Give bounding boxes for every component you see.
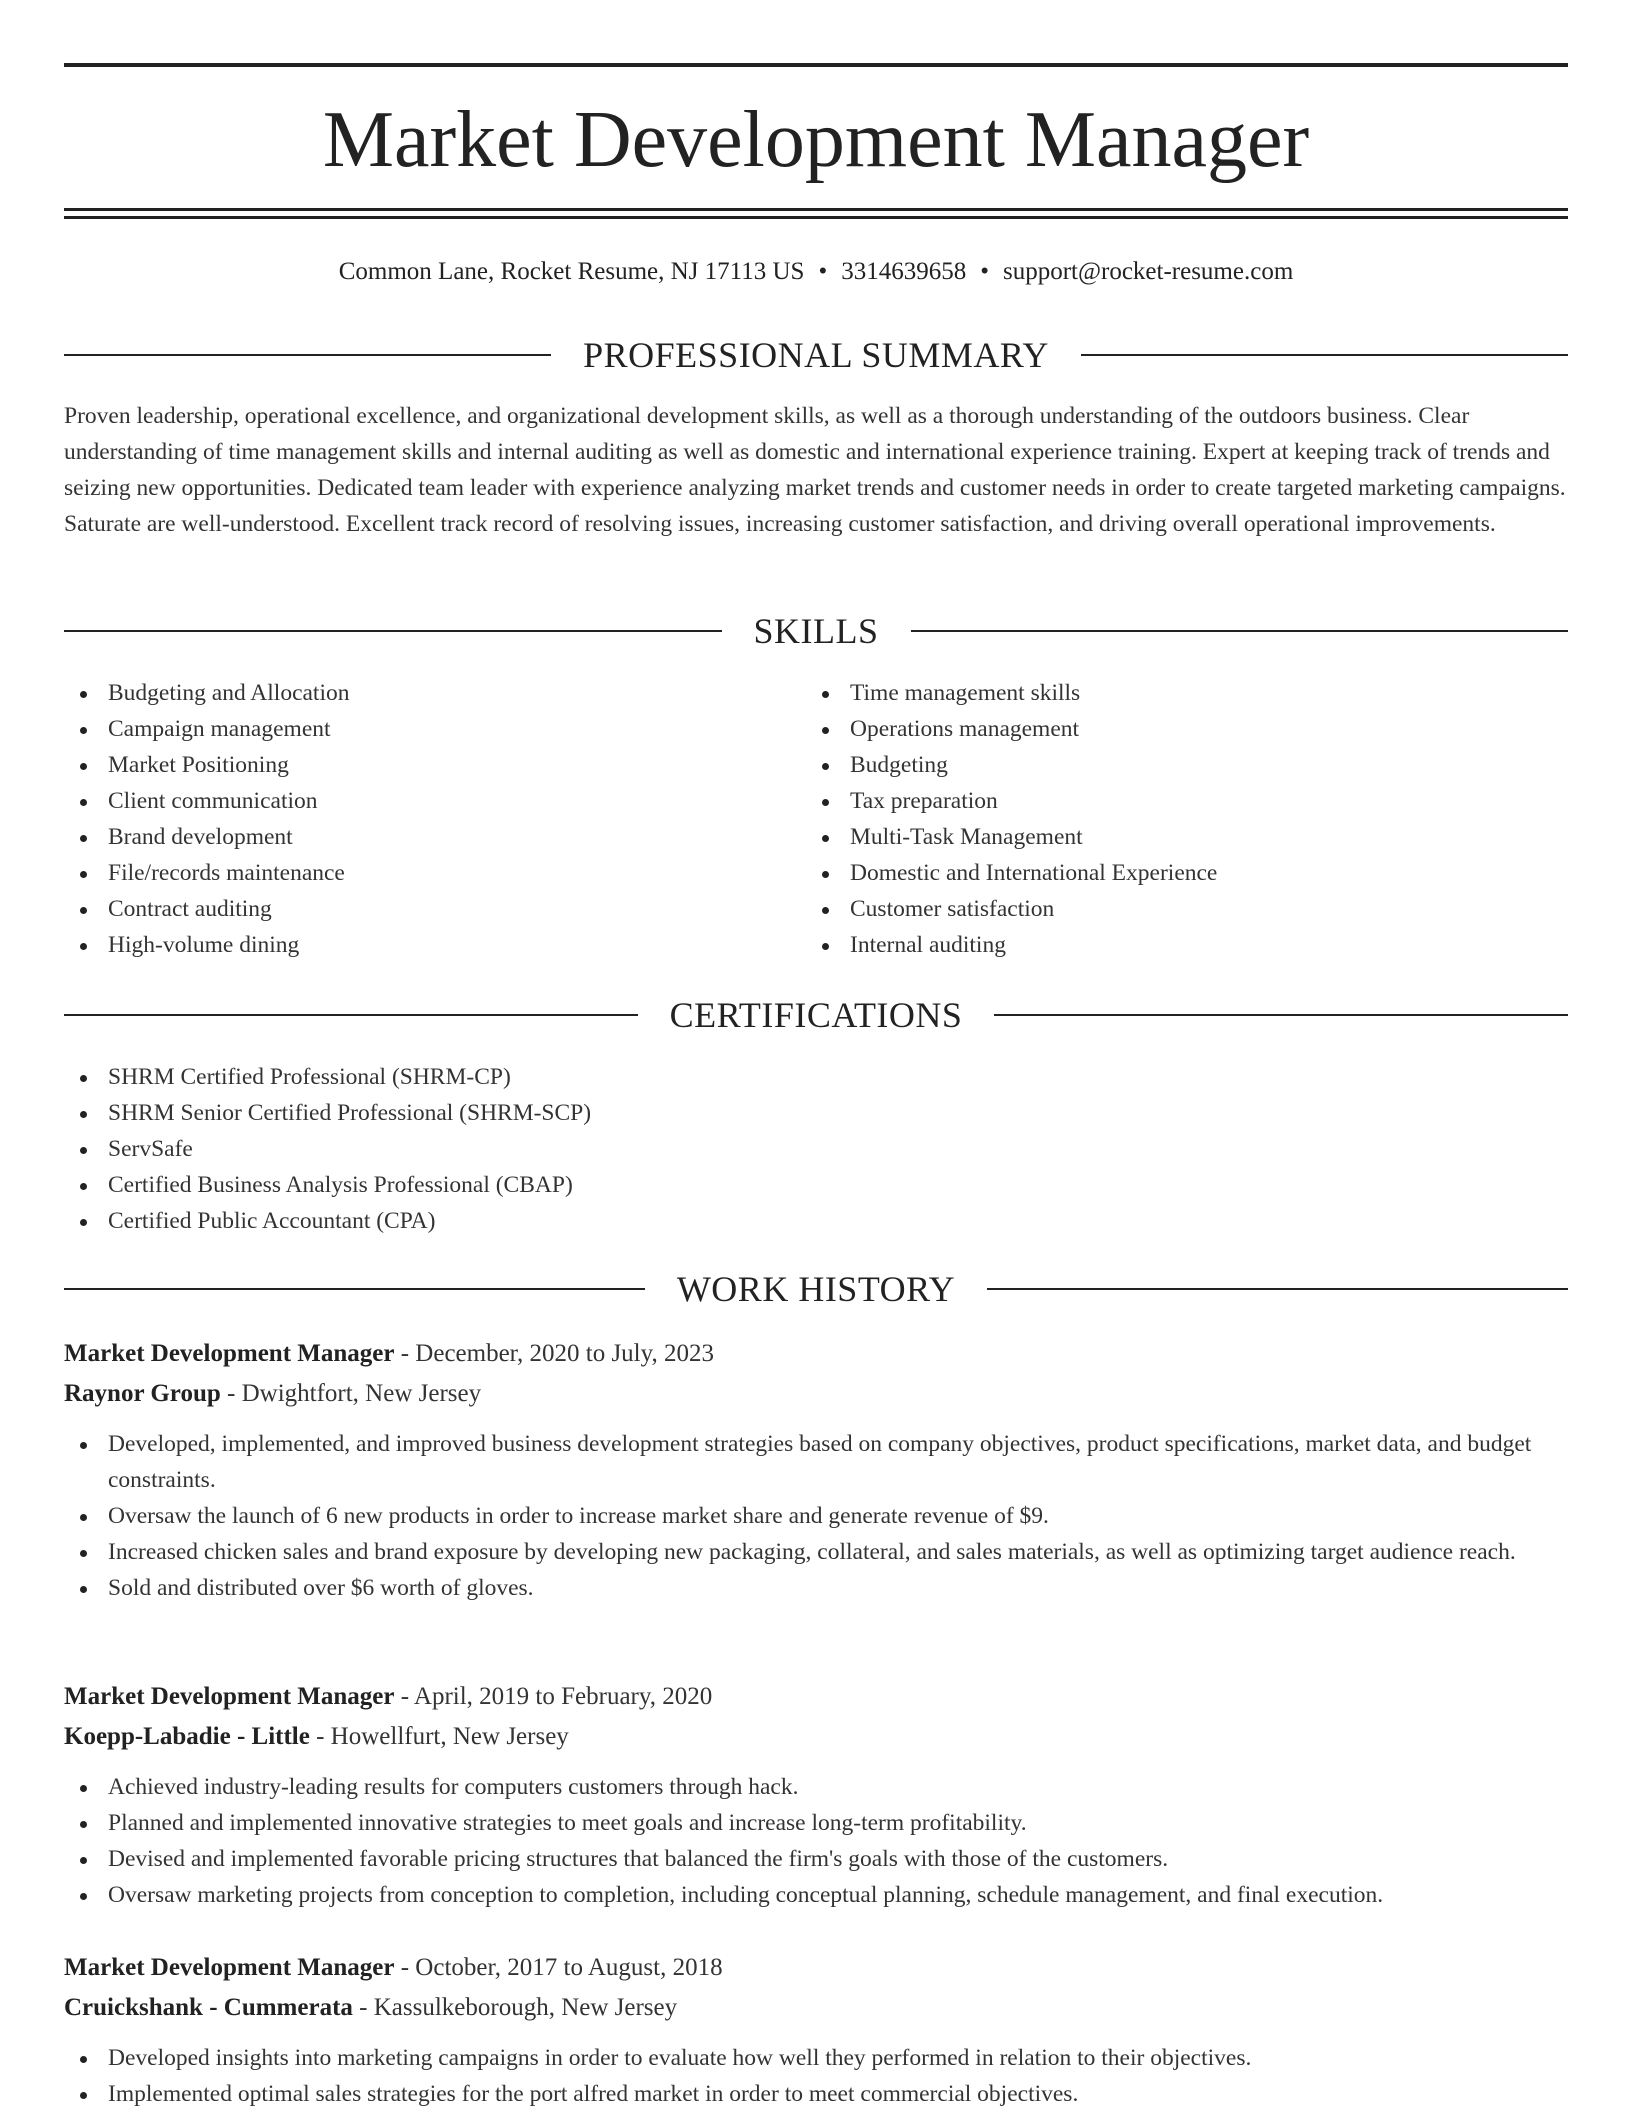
section-divider: [911, 630, 1569, 632]
job-title-line: [64, 1334, 1568, 1374]
summary-text: Proven leadership, operational excellence, and organizational development skills, as well as a thorough understanding of the outdoors business. Clear understanding of time management skills and internal auditing as well as domestic and international experience training. Expert at keeping track of trends and seizing new opportunities. Dedicated team leader with experience analyzing market trends and customer needs in order to create targeted marketing campaigns. Saturate are well-understood. Excellent track record of resolving issues, increasing customer satisfaction, and driving overall operational improvements.: [64, 403, 1566, 537]
job-bullet: Developed, implemented, and improved business development strategies based on company objectives, product specifications, market data, and budget constraints.: [64, 1426, 1568, 1498]
job-company: Koepp-Labadie - Little: [64, 1723, 310, 1750]
skill-item: File/records maintenance: [64, 855, 764, 891]
work-history-section-title: WORK HISTORY: [676, 1269, 956, 1309]
job-title-line: [64, 1677, 1568, 1717]
certification-item: Certified Business Analysis Professional (CBAP): [64, 1167, 1464, 1203]
certification-item: ServSafe: [64, 1131, 1464, 1167]
job-bullets: [64, 2040, 1568, 2112]
contact-separator: •: [818, 258, 828, 285]
skill-item: Multi-Task Management: [806, 819, 1506, 855]
skill-item: Tax preparation: [806, 783, 1506, 819]
job-title: Market Development Manager: [64, 1954, 395, 1981]
job-company: Cruickshank - Cummerata: [64, 1994, 353, 2021]
top-divider: [64, 63, 1568, 67]
contact-address: Common Lane, Rocket Resume, NJ 17113 US: [338, 258, 805, 285]
job-title-line: [64, 1948, 1568, 1988]
contact-line: [64, 255, 1568, 289]
skill-item: Time management skills: [806, 675, 1506, 711]
skills-list-left: [64, 675, 764, 963]
job-dates: - December, 2020 to July, 2023: [394, 1340, 714, 1367]
work-history-section-header: [64, 1267, 1568, 1311]
job-bullet: Oversaw marketing projects from conception to completion, including conceptual planning, schedule management, and final execution.: [64, 1877, 1568, 1913]
certification-item: SHRM Certified Professional (SHRM-CP): [64, 1059, 1464, 1095]
skill-item: Brand development: [64, 819, 764, 855]
job-dates: - April, 2019 to February, 2020: [394, 1683, 713, 1710]
job-location: - Howellfurt, New Jersey: [309, 1723, 569, 1750]
job-bullets: [64, 1769, 1568, 1913]
skill-item: High-volume dining: [64, 927, 764, 963]
job-bullet: Achieved industry-leading results for computers customers through hack.: [64, 1769, 1568, 1805]
skill-item: Customer satisfaction: [806, 891, 1506, 927]
skills-list-right: [806, 675, 1506, 963]
job-bullets: [64, 1426, 1568, 1606]
job-entry: [64, 1334, 1568, 1606]
job-company-line: [64, 1374, 1568, 1414]
contact-separator: •: [980, 258, 989, 285]
job-bullet: Sold and distributed over $6 worth of gloves.: [64, 1570, 1568, 1606]
job-location: - Dwightfort, New Jersey: [220, 1380, 482, 1407]
summary-section-title: PROFESSIONAL SUMMARY: [583, 335, 1049, 375]
title-double-divider: [64, 208, 1568, 219]
certification-item: Certified Public Accountant (CPA): [64, 1203, 1464, 1239]
skill-item: Client communication: [64, 783, 764, 819]
section-divider: [1081, 354, 1568, 356]
skill-item: Contract auditing: [64, 891, 764, 927]
skill-item: Campaign management: [64, 711, 764, 747]
contact-email[interactable]: support@rocket-resume.com: [1002, 258, 1294, 285]
certifications-list: [64, 1059, 1464, 1239]
section-divider: [987, 1288, 1568, 1290]
contact-phone[interactable]: 3314639658: [841, 258, 967, 285]
job-company-line: [64, 1988, 1568, 2028]
job-bullet: Developed insights into marketing campaigns in order to evaluate how well they performed in relation to their objectives.: [64, 2040, 1568, 2076]
section-divider: [64, 1288, 645, 1290]
resume-title: Market Development Manager: [322, 96, 1310, 184]
job-bullet: Implemented optimal sales strategies for the port alfred market in order to meet commercial objectives.: [64, 2076, 1568, 2112]
job-bullet: Devised and implemented favorable pricing structures that balanced the firm's goals with those of the customers.: [64, 1841, 1568, 1877]
section-divider: [994, 1014, 1568, 1016]
job-title: Market Development Manager: [64, 1340, 395, 1367]
skill-item: Budgeting: [806, 747, 1506, 783]
skill-item: Budgeting and Allocation: [64, 675, 764, 711]
job-location: - Kassulkeborough, New Jersey: [352, 1994, 678, 2021]
certification-item: SHRM Senior Certified Professional (SHRM-SCP): [64, 1095, 1464, 1131]
skill-item: Market Positioning: [64, 747, 764, 783]
certifications-section-title: CERTIFICATIONS: [669, 995, 963, 1035]
skills-section-title: SKILLS: [753, 611, 879, 651]
job-title: Market Development Manager: [64, 1683, 395, 1710]
summary-section-header: [64, 333, 1568, 377]
job-company: Raynor Group: [64, 1380, 221, 1407]
skill-item: Operations management: [806, 711, 1506, 747]
section-divider: [64, 354, 551, 356]
job-company-line: [64, 1717, 1568, 1757]
skill-item: Domestic and International Experience: [806, 855, 1506, 891]
skills-section-header: [64, 609, 1568, 653]
skill-item: Internal auditing: [806, 927, 1506, 963]
section-divider: [64, 630, 722, 632]
job-bullet: Planned and implemented innovative strategies to meet goals and increase long-term profitability.: [64, 1805, 1568, 1841]
job-entry: [64, 1677, 1568, 1913]
section-divider: [64, 1014, 638, 1016]
job-dates: - October, 2017 to August, 2018: [394, 1954, 723, 1981]
certifications-section-header: [64, 993, 1568, 1037]
job-bullet: Oversaw the launch of 6 new products in order to increase market share and generate revenue of $9.: [64, 1498, 1568, 1534]
job-bullet: Increased chicken sales and brand exposure by developing new packaging, collateral, and sales materials, as well as optimizing target audience reach.: [64, 1534, 1568, 1570]
job-entry: [64, 1948, 1568, 2112]
